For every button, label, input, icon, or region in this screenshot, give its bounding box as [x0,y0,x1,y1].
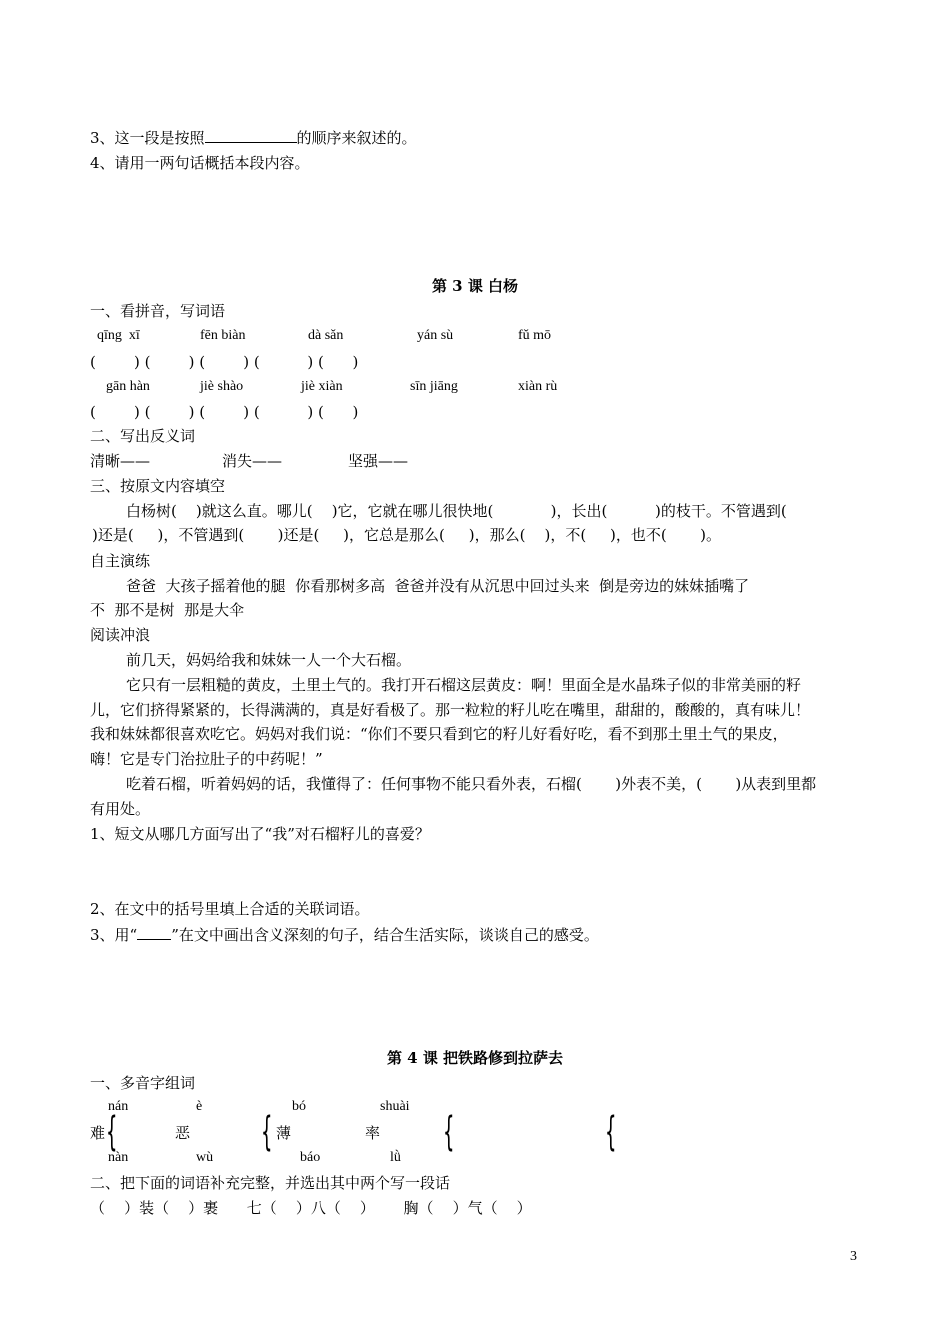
pinyin-word: dà sǎn [308,328,344,343]
reading-paragraph-2-line: 儿，它们挤得紧紧的，长得满满的，真是好看极了。那一粒粒的籽儿吃在嘴里，甜甜的，酸酸的，真有味儿！ [90,701,811,719]
lesson-3-title: 第 3 课 白杨 [431,277,519,295]
brace-icon: { [106,1109,118,1155]
pinyin-word: fǔ mō [518,328,552,343]
answer-blank[interactable] [205,127,297,143]
section-idiom-heading: 二、把下面的词语补充完整，并选出其中两个写一段话 [90,1174,451,1192]
pinyin-top: nán [108,1099,129,1114]
question-4: 4、请用一两句话概括本段内容。 [90,154,310,172]
brace-icon: { [261,1109,273,1155]
pinyin-word: sīn jiāng [410,379,458,394]
idiom-row[interactable]: （ ）装（ ）裹 七（ ）八（ ） 胸（ ）气（ ） [90,1199,532,1217]
pinyin-word: fēn biàn [200,328,246,343]
pinyin-word: jiè xiàn [301,379,343,394]
antonym-item: 消失—— [222,452,283,470]
pinyin-word: qīng xī [97,328,140,343]
pinyin-word: yán sù [417,328,454,343]
reading-paragraph-2-line: 嗨！它是专门治拉肚子的中药呢！” [90,750,323,768]
brace-icon: { [443,1109,455,1155]
practice-heading: 自主演练 [90,552,151,570]
reading-heading: 阅读冲浪 [90,626,151,644]
polyphone-char: 率 [365,1124,381,1142]
pinyin-bottom: nàn [108,1150,129,1165]
reading-paragraph-1: 前几天，妈妈给我和妹妹一人一个大石榴。 [126,651,412,669]
pinyin-word: gān hàn [106,379,150,394]
reading-paragraph-3-line: 有用处。 [90,800,151,818]
fill-line-1: 白杨树( )就这么直。哪儿( )它，它就在哪儿很快地( )，长出( )的枝干。不管遇到( [126,502,787,520]
reading-paragraph-2-line: 它只有一层粗糙的黄皮，土里土气的。我打开石榴这层黄皮：啊！里面全是水晶珠子似的非常美丽的籽 [126,676,802,694]
brace-icon: { [605,1109,617,1155]
pinyin-word: jiè shào [200,379,244,394]
pinyin-word: xiàn rù [518,379,558,394]
polyphone-char: 恶 [175,1124,191,1142]
pinyin-top: bó [292,1099,306,1114]
reading-question-2: 2、在文中的括号里填上合适的关联词语。 [90,900,370,918]
lesson-4-title: 第 4 课 把铁路修到拉萨去 [386,1049,564,1067]
section-antonym-heading: 二、写出反义词 [90,427,196,445]
pinyin-bottom: lǜ [390,1150,401,1165]
question-3: 3、这一段是按照 的顺序来叙述的。 [90,129,417,147]
antonym-item: 清晰—— [90,452,151,470]
section-polyphone-heading: 一、多音字组词 [90,1074,196,1092]
pinyin-top: shuài [380,1099,410,1114]
polyphone-char: 难 [90,1124,106,1142]
practice-line-2: 不 那不是树 那是大伞 [90,601,245,619]
polyphone-char: 薄 [276,1124,292,1142]
answer-parentheses-row[interactable]: ( ) ( ) ( ) ( ) ( ) [90,403,359,421]
pinyin-bottom: báo [300,1150,321,1165]
answer-parentheses-row[interactable]: ( ) ( ) ( ) ( ) ( ) [90,353,359,371]
antonym-item: 坚强—— [348,452,409,470]
pinyin-bottom: wù [196,1150,214,1165]
section-pinyin-heading: 一、看拼音，写词语 [90,302,226,320]
page-number: 3 [850,1249,857,1264]
underline-sample [137,924,171,940]
reading-question-1: 1、短文从哪几方面写出了“我”对石榴籽儿的喜爱？ [90,825,430,843]
pinyin-top: è [196,1099,203,1114]
reading-paragraph-3-line: 吃着石榴，听着妈妈的话，我懂得了：任何事物不能只看外表，石榴( )外表不美，( )从表到里都 [126,775,817,793]
reading-question-3: 3、用“ ”在文中画出含义深刻的句子，结合生活实际，谈谈自己的感受。 [90,926,599,944]
section-fill-heading: 三、按原文内容填空 [90,477,226,495]
practice-line-1: 爸爸 大孩子摇着他的腿 你看那树多高 爸爸并没有从沉思中回过头来 倒是旁边的妹妹插嘴了 [126,577,750,595]
fill-line-2: )还是( )，不管遇到( )还是( )，它总是那么( )，那么( )，不( )，也不( )。 [92,526,721,544]
reading-paragraph-2-line: 我和妹妹都很喜欢吃它。妈妈对我们说：“你们不要只看到它的籽儿好看好吃，看不到那土里土气的果皮， [90,725,788,743]
